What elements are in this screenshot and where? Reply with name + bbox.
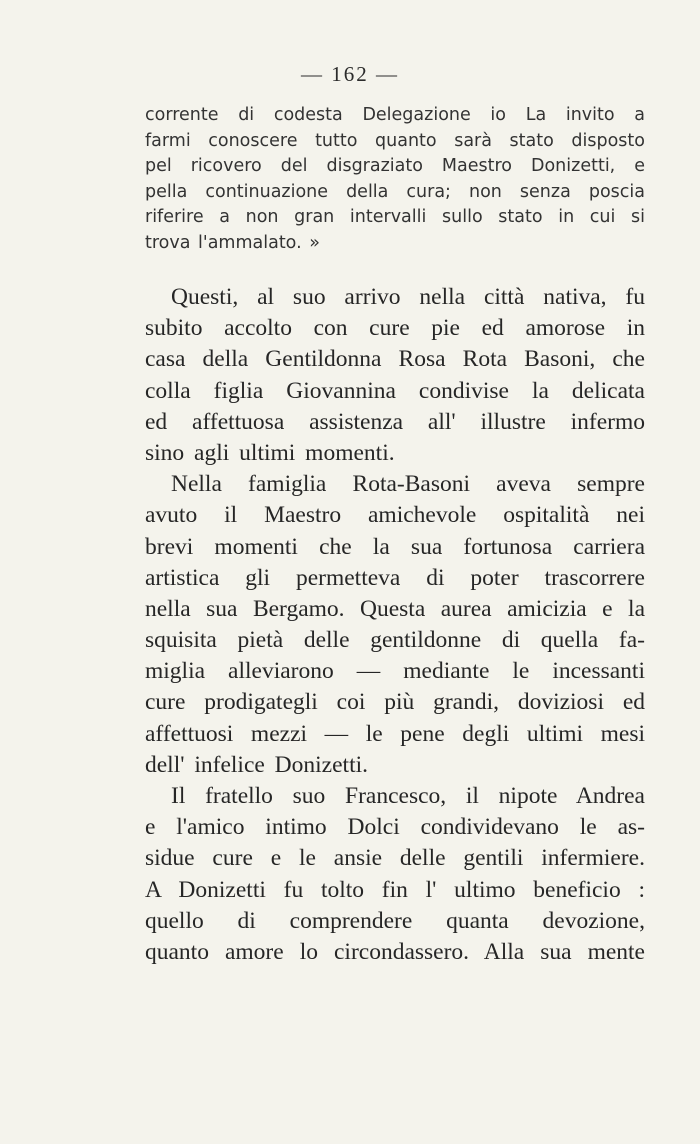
text-line: avuto il Maestro amichevole ospitalità nei	[145, 502, 645, 529]
text-line: Questi, al suo arrivo nella città nativa, fu	[171, 284, 645, 310]
text-line: casa della Gentildonna Rosa Rota Basoni, che	[145, 346, 645, 373]
text-line: riferire a non gran intervalli sullo stato in cui si	[145, 207, 645, 227]
text-line: nella sua Bergamo. Questa aurea amicizia e la	[145, 595, 645, 622]
paragraph	[145, 469, 645, 781]
text-line: miglia alleviarono — mediante le incessanti	[145, 658, 645, 685]
text-line: trova l'ammalato. »	[145, 232, 320, 253]
text-line: subito accolto con cure pie ed amorose in	[145, 315, 645, 342]
text-line: quanto amore lo circondassero. Alla sua mente	[145, 938, 645, 965]
paragraph	[145, 282, 645, 469]
text-line: dell' infelice Donizetti.	[145, 751, 368, 778]
text-line: sino agli ultimi momenti.	[145, 439, 395, 466]
text-line: farmi conoscere tutto quanto sarà stato disposto	[145, 130, 645, 151]
body-text	[145, 282, 645, 968]
text-line: pella continuazione della cura; non senza poscia	[145, 181, 645, 202]
text-line: e l'amico intimo Dolci condividevano le as-	[145, 814, 645, 841]
paragraph	[145, 781, 645, 968]
text-line: squisita pietà delle gentildonne di quella fa-	[145, 627, 645, 654]
page-number: — 162 —	[301, 62, 399, 86]
text-line: cure prodigategli coi più grandi, doviziosi ed	[145, 689, 645, 716]
text-line: brevi momenti che la sua fortunosa carriera	[145, 533, 645, 560]
text-line: artistica gli permetteva di poter trascorrere	[145, 564, 645, 591]
text-line: colla figlia Giovannina condivise la delicata	[145, 377, 645, 404]
text-line: sidue cure e le ansie delle gentili infermiere.	[145, 845, 645, 872]
text-line: Il fratello suo Francesco, il nipote Andrea	[171, 783, 645, 809]
text-line: affettuosi mezzi — le pene degli ultimi mesi	[145, 720, 645, 747]
text-line: corrente di codesta Delegazione io La invito a	[145, 105, 645, 125]
text-line: A Donizetti fu tolto fin l' ultimo beneficio :	[145, 876, 645, 903]
text-line: quello di comprendere quanta devozione,	[145, 907, 645, 934]
text-line: Nella famiglia Rota-Basoni aveva sempre	[171, 471, 645, 498]
text-line: ed affettuosa assistenza all' illustre infermo	[145, 408, 645, 435]
text-line: pel ricovero del disgraziato Maestro Donizetti, e	[145, 156, 645, 176]
quoted-letter-ending	[145, 103, 645, 256]
